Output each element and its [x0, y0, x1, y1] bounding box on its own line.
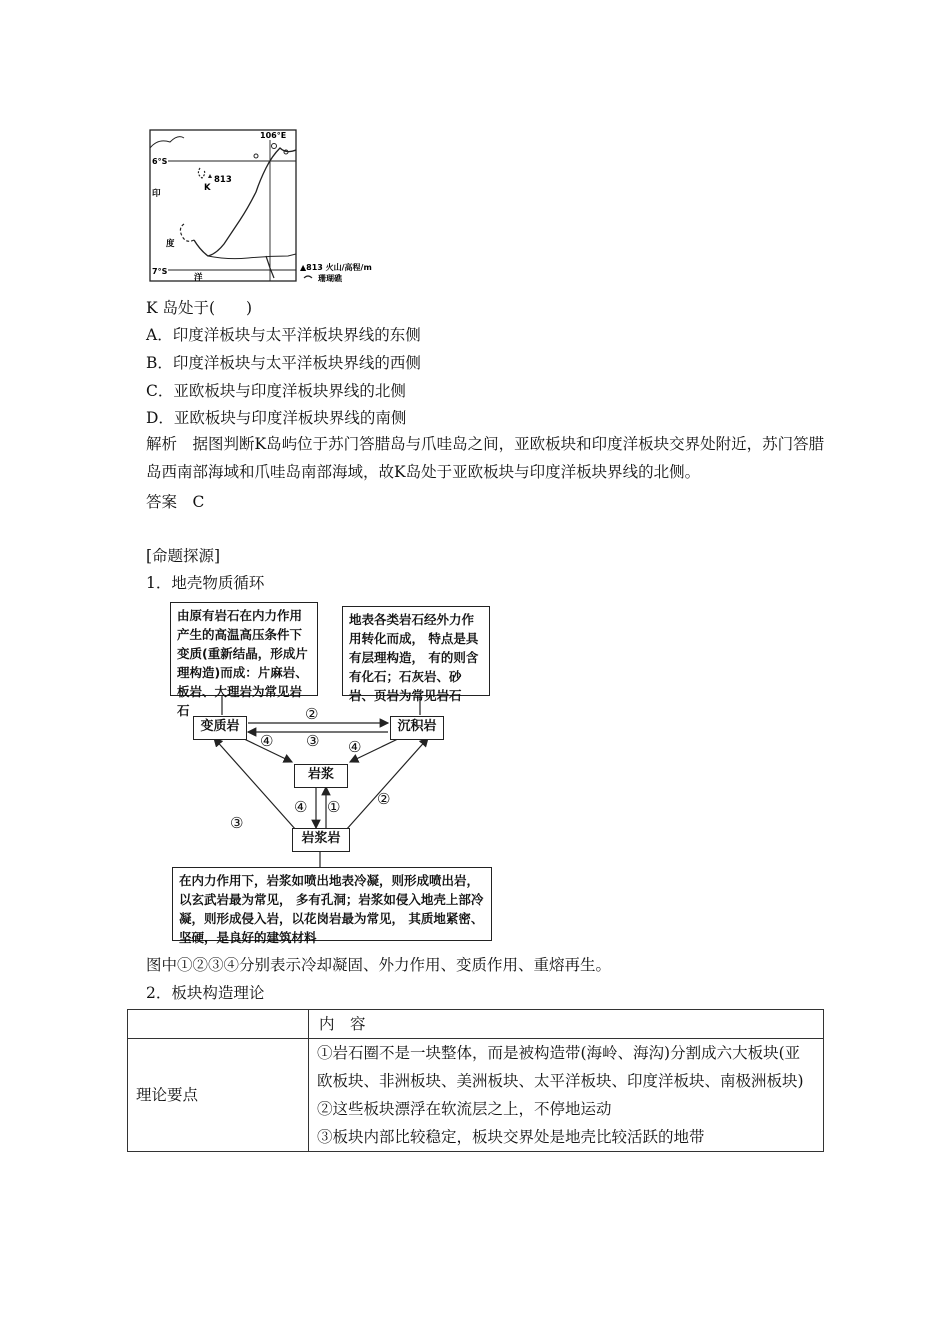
- row-content: [309, 1039, 824, 1152]
- option-c: C．亚欧板块与印度洋板块界线的北侧: [146, 382, 406, 400]
- label-4-right: ④: [348, 738, 362, 756]
- label-3-mid: ③: [306, 732, 320, 750]
- volcano-icon: [208, 174, 212, 178]
- node-igneous: 岩浆岩: [292, 828, 350, 852]
- option-a: A．印度洋板块与太平洋板块界线的东侧: [146, 326, 421, 344]
- reef-coast: [180, 224, 194, 241]
- k-island-reef: [198, 168, 204, 178]
- table-header-empty: [128, 1010, 309, 1039]
- option-b: B．印度洋板块与太平洋板块界线的西侧: [146, 354, 421, 372]
- table-row: [128, 1039, 824, 1152]
- answer-text: 答案 C: [146, 493, 205, 511]
- legend-reef: 珊瑚礁: [318, 274, 342, 283]
- plate-theory-table: [127, 1009, 824, 1152]
- row-label: 理论要点: [128, 1039, 309, 1152]
- question-stem: K 岛处于( ): [146, 299, 253, 317]
- south-coast: [208, 254, 296, 259]
- option-d: D．亚欧板块与印度洋板块界线的南侧: [146, 409, 407, 427]
- lon-label: 106°E: [260, 131, 287, 140]
- label-4-left: ④: [260, 732, 274, 750]
- lat-top-label: 6°S: [152, 157, 168, 166]
- peak-label: 813: [214, 175, 232, 185]
- label-2-top: ②: [305, 705, 319, 723]
- node-sedimentary: 沉积岩: [390, 716, 444, 740]
- table-header-content: 内 容: [309, 1010, 824, 1039]
- reef-legend-icon: [304, 276, 312, 278]
- table-header-row: [128, 1010, 824, 1039]
- theory-point: ③板块内部比较稳定，板块交界处是地壳比较活跃的地带: [317, 1128, 705, 1146]
- label-4-center: ④: [294, 798, 308, 816]
- islet: [254, 154, 258, 158]
- arrow-igneous-to-meta: [214, 738, 296, 830]
- label-2-right: ②: [377, 790, 391, 808]
- ocean-label: 印: [152, 189, 161, 199]
- islet: [272, 144, 277, 149]
- coastline: [194, 148, 296, 256]
- metamorphic-desc-box: 由原有岩石在内力作用产生的高温高压条件下变质(重新结晶，形成片理构造)而成：片麻岩、板岩、大理岩为常见岩石: [170, 602, 318, 696]
- lat-bottom-label: 7°S: [152, 267, 168, 276]
- island-k-label: K: [204, 183, 211, 193]
- ocean-label: 洋: [194, 273, 203, 283]
- analysis-text: 解析 据图判断K岛屿位于苏门答腊岛与爪哇岛之间，亚欧板块和印度洋板块交界处附近，苏门答腊岛西南部海域和爪哇岛南部海域，故K岛处于亚欧板块与印度洋板块界线的北侧。: [146, 435, 825, 481]
- node-magma: 岩浆: [294, 764, 348, 788]
- igneous-desc-box: 在内力作用下，岩浆如喷出地表冷凝，则形成喷出岩，以玄武岩最为常见， 多有孔洞；岩浆如侵入地壳上部冷凝，则形成侵入岩，以花岗岩最为常见， 其质地紧密、坚硬，是良好的建筑材料: [172, 867, 492, 941]
- rock-cycle-diagram: [170, 602, 500, 945]
- ocean-label: 度: [166, 239, 175, 249]
- island-map: [148, 128, 380, 286]
- node-metamorphic: 变质岩: [193, 716, 247, 740]
- label-3-left: ③: [230, 814, 244, 832]
- sedimentary-desc-box: 地表各类岩石经外力作用转化而成， 特点是具有层理构造， 有的则含有化石；石灰岩、砂岩、页岩为常见岩石: [342, 606, 490, 696]
- north-coast: [150, 137, 184, 148]
- theory-point: ①岩石圈不是一块整体，而是被构造带(海岭、海沟)分割成六大板块(亚欧板块、非洲板块、美洲板块、太平洋板块、印度洋板块、南极洲板块): [317, 1044, 804, 1090]
- section-1-title: 1．地壳物质循环: [146, 574, 265, 592]
- legend-volcano: ▲813 火山/高程/m: [300, 263, 372, 272]
- source-heading: [命题探源]: [146, 547, 221, 565]
- label-1-center: ①: [327, 798, 341, 816]
- theory-point: ②这些板块漂浮在软流层之上，不停地运动: [317, 1100, 612, 1118]
- section-2-title: 2．板块构造理论: [146, 984, 265, 1002]
- cycle-caption: 图中①②③④分别表示冷却凝固、外力作用、变质作用、重熔再生。: [146, 956, 612, 974]
